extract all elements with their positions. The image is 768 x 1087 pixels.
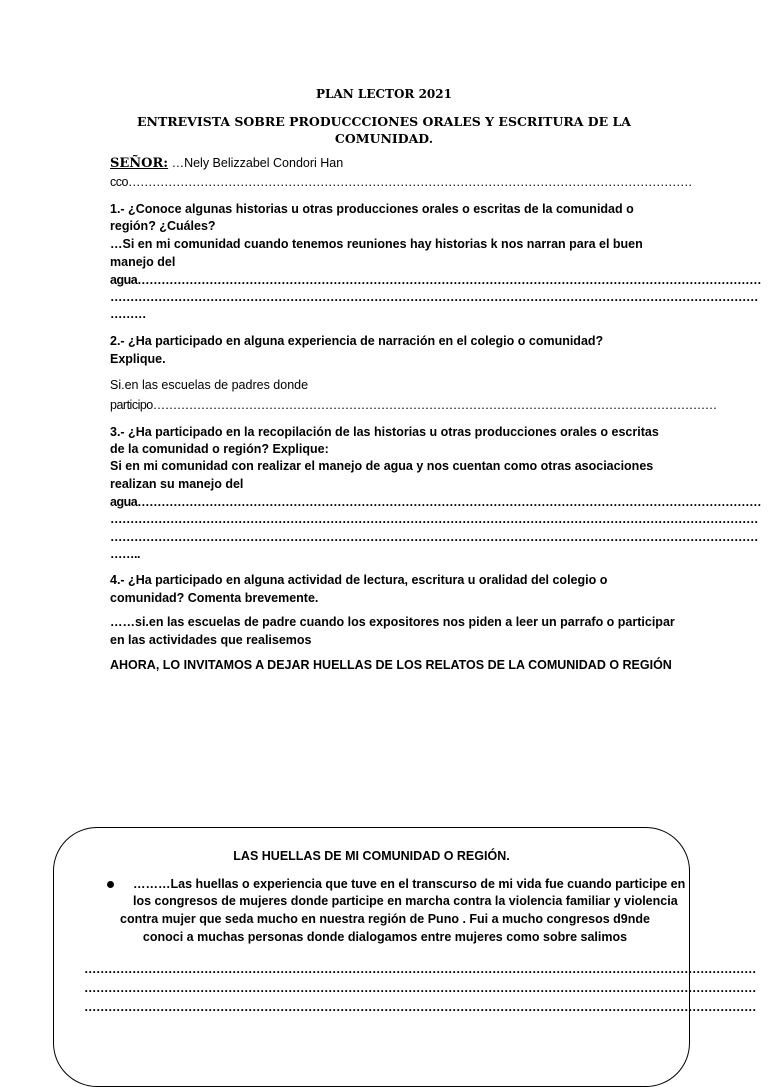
respondent-line bbox=[110, 155, 343, 172]
answer-1-line4: ……………………………………………………………………………………………………………………………………………… bbox=[110, 290, 758, 304]
footprints-box bbox=[53, 827, 756, 1087]
question-4-line1: 4.- ¿Ha participado en alguna actividad de lectura, escritura u oralidad del colegio o bbox=[110, 573, 608, 587]
invitation-text: AHORA, LO INVITAMOS A DEJAR HUELLAS DE LOS RELATOS DE LA COMUNIDAD O REGIÓN bbox=[110, 658, 672, 672]
respondent-label: SEÑOR: bbox=[110, 156, 169, 171]
box-bullet-line4: conoci a muchas personas donde dialogamos entre mujeres como sobre salimos bbox=[142, 930, 628, 944]
answer-4-line1: ……si.en las escuelas de padre cuando los expositores nos piden a leer un parrafo o participar bbox=[110, 615, 675, 629]
answer-1-line2: manejo del bbox=[110, 255, 176, 269]
answer-1-line3: agua………………………………………………………………………………………………………………………………………… bbox=[110, 273, 762, 287]
box-dots-line1: …………………………………………………………………………………………………………………………………………………… bbox=[84, 962, 756, 976]
page-subtitle-line2: COMUNIDAD. bbox=[334, 131, 434, 146]
answer-2-line2: participo…………………………………………………………………………………………………………………………… bbox=[110, 398, 717, 412]
page-subtitle-line1: ENTREVISTA SOBRE PRODUCCCIONES ORALES Y ESCRITURA DE LA bbox=[136, 114, 632, 129]
question-3-line2: de la comunidad o región? Explique: bbox=[110, 442, 329, 456]
question-1-line2: región? ¿Cuáles? bbox=[110, 219, 216, 233]
answer-3-line3: agua………………………………………………………………………………………………………………………………………… bbox=[110, 495, 762, 509]
answer-3-line5: ……………………………………………………………………………………………………………………………………………… bbox=[110, 530, 758, 544]
answer-4-line2: en las actividades que realisemos bbox=[110, 633, 312, 647]
answer-3-line6: …….. bbox=[110, 547, 140, 561]
question-4-line2: comunidad? Comenta brevemente. bbox=[110, 591, 319, 605]
question-2-line1: 2.- ¿Ha participado en alguna experiencia de narración en el colegio o comunidad? bbox=[110, 334, 604, 348]
answer-3-line2: realizan su manejo del bbox=[110, 477, 244, 491]
page-title: PLAN LECTOR 2021 bbox=[316, 87, 452, 101]
box-dots-line2: …………………………………………………………………………………………………………………………………………………… bbox=[84, 981, 756, 995]
answer-2-line1: Si.en las escuelas de padres donde bbox=[110, 378, 309, 392]
question-2-line2: Explique. bbox=[110, 352, 166, 366]
answer-1-line1: …Si en mi comunidad cuando tenemos reuniones hay historias k nos narran para el buen bbox=[110, 237, 643, 251]
footprints-box-title: LAS HUELLAS DE MI COMUNIDAD O REGIÓN. bbox=[233, 849, 510, 863]
question-1-line1: 1.- ¿Conoce algunas historias u otras producciones orales o escritas de la comunidad o bbox=[110, 202, 634, 216]
box-bullet-line3: contra mujer que seda mucho en nuestra región de Puno . Fui a mucho congresos d9nde bbox=[120, 912, 650, 926]
box-bullet-line1: ………Las huellas o experiencia que tuve en el transcurso de mi vida fue cuando participe en bbox=[133, 877, 686, 891]
answer-3-line1: Si en mi comunidad con realizar el manejo de agua y nos cuentan como otras asociaciones bbox=[110, 459, 654, 473]
answer-1-line5: ……… bbox=[110, 307, 146, 321]
respondent-value: …Nely Belizzabel Condori Han bbox=[168, 156, 344, 170]
answer-3-line4: ……………………………………………………………………………………………………………………………………………… bbox=[110, 512, 758, 526]
bullet-icon bbox=[107, 881, 114, 888]
question-3-line1: 3.- ¿Ha participado en la recopilación de las historias u otras producciones orales o escritas bbox=[110, 425, 659, 439]
box-bullet-line2: los congresos de mujeres donde participe en marcha contra la violencia familiar y violencia bbox=[133, 894, 678, 908]
respondent-value-line2: cco…………………………………………………………………………………………………………………………… bbox=[110, 175, 692, 189]
box-dots-line3: …………………………………………………………………………………………………………………………………………………… bbox=[84, 1000, 756, 1014]
